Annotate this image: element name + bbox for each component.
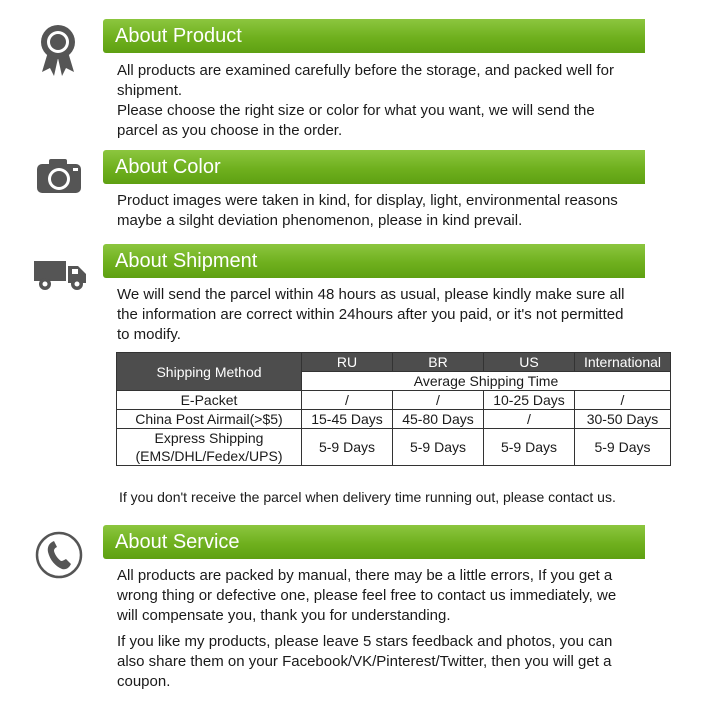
- section-banner-product: About Product: [103, 19, 645, 53]
- award-ribbon-icon: [38, 24, 78, 81]
- text-line: maybe a silght deviation phenomenon, please in kind prevail.: [117, 212, 523, 229]
- text-line: Product images were taken in kind, for display, light, environmental reasons: [117, 192, 618, 209]
- method-cell: China Post Airmail(>$5): [117, 410, 302, 429]
- text-line: Please choose the right size or color for what you want, we will send the: [117, 102, 595, 119]
- time-cell: /: [575, 391, 671, 410]
- method-cell: E-Packet: [117, 391, 302, 410]
- text-line: parcel as you choose in the order.: [117, 122, 343, 139]
- time-cell: 5-9 Days: [302, 429, 393, 466]
- time-cell: 5-9 Days: [484, 429, 575, 466]
- time-cell: /: [393, 391, 484, 410]
- text-line: All products are packed by manual, there may be a little errors, If you get a: [117, 567, 613, 584]
- text-line: We will send the parcel within 48 hours as usual, please kindly make sure all: [117, 286, 625, 303]
- time-cell: 45-80 Days: [393, 410, 484, 429]
- time-cell: 15-45 Days: [302, 410, 393, 429]
- text-line: to modify.: [117, 326, 181, 343]
- time-cell: /: [302, 391, 393, 410]
- delivery-note: If you don't receive the parcel when delivery time running out, please contact us.: [119, 489, 616, 505]
- text-line: coupon.: [117, 673, 171, 690]
- region-header: RU: [302, 353, 393, 372]
- text-line: If you like my products, please leave 5 stars feedback and photos, you can: [117, 633, 613, 650]
- method-line: Express Shipping: [154, 430, 264, 446]
- time-cell: 5-9 Days: [393, 429, 484, 466]
- product-text: [117, 61, 652, 141]
- method-cell: [117, 429, 302, 466]
- text-line: shipment.: [117, 82, 183, 99]
- section-banner-color: About Color: [103, 150, 645, 184]
- time-subheader: Average Shipping Time: [302, 372, 671, 391]
- region-header: US: [484, 353, 575, 372]
- truck-icon: [32, 257, 88, 296]
- table-row: [117, 410, 671, 429]
- time-cell: /: [484, 410, 575, 429]
- method-header: Shipping Method: [117, 353, 302, 391]
- region-header: International: [575, 353, 671, 372]
- region-header: BR: [393, 353, 484, 372]
- text-line: wrong thing or defective one, please feel free to contact us immediately, we: [117, 587, 617, 604]
- shipping-table: [116, 352, 671, 466]
- section-banner-shipment: About Shipment: [103, 244, 645, 278]
- text-line: the information are correct within 24hours after you paid, or it's not permitted: [117, 306, 624, 323]
- text-line: will compensate you, thank you for understanding.: [117, 607, 451, 624]
- table-header-row: [117, 353, 671, 372]
- table-row: [117, 391, 671, 410]
- table-row: [117, 429, 671, 466]
- color-text: [117, 191, 652, 231]
- text-line: All products are examined carefully before the storage, and packed well for: [117, 62, 614, 79]
- time-cell: 5-9 Days: [575, 429, 671, 466]
- time-cell: 10-25 Days: [484, 391, 575, 410]
- time-cell: 30-50 Days: [575, 410, 671, 429]
- service-text: [117, 566, 652, 692]
- phone-icon: [34, 530, 84, 585]
- camera-icon: [35, 157, 83, 200]
- shipment-text: [117, 285, 652, 345]
- text-line: also share them on your Facebook/VK/Pinterest/Twitter, then you will get a: [117, 653, 612, 670]
- section-banner-service: About Service: [103, 525, 645, 559]
- method-line: (EMS/DHL/Fedex/UPS): [135, 448, 283, 464]
